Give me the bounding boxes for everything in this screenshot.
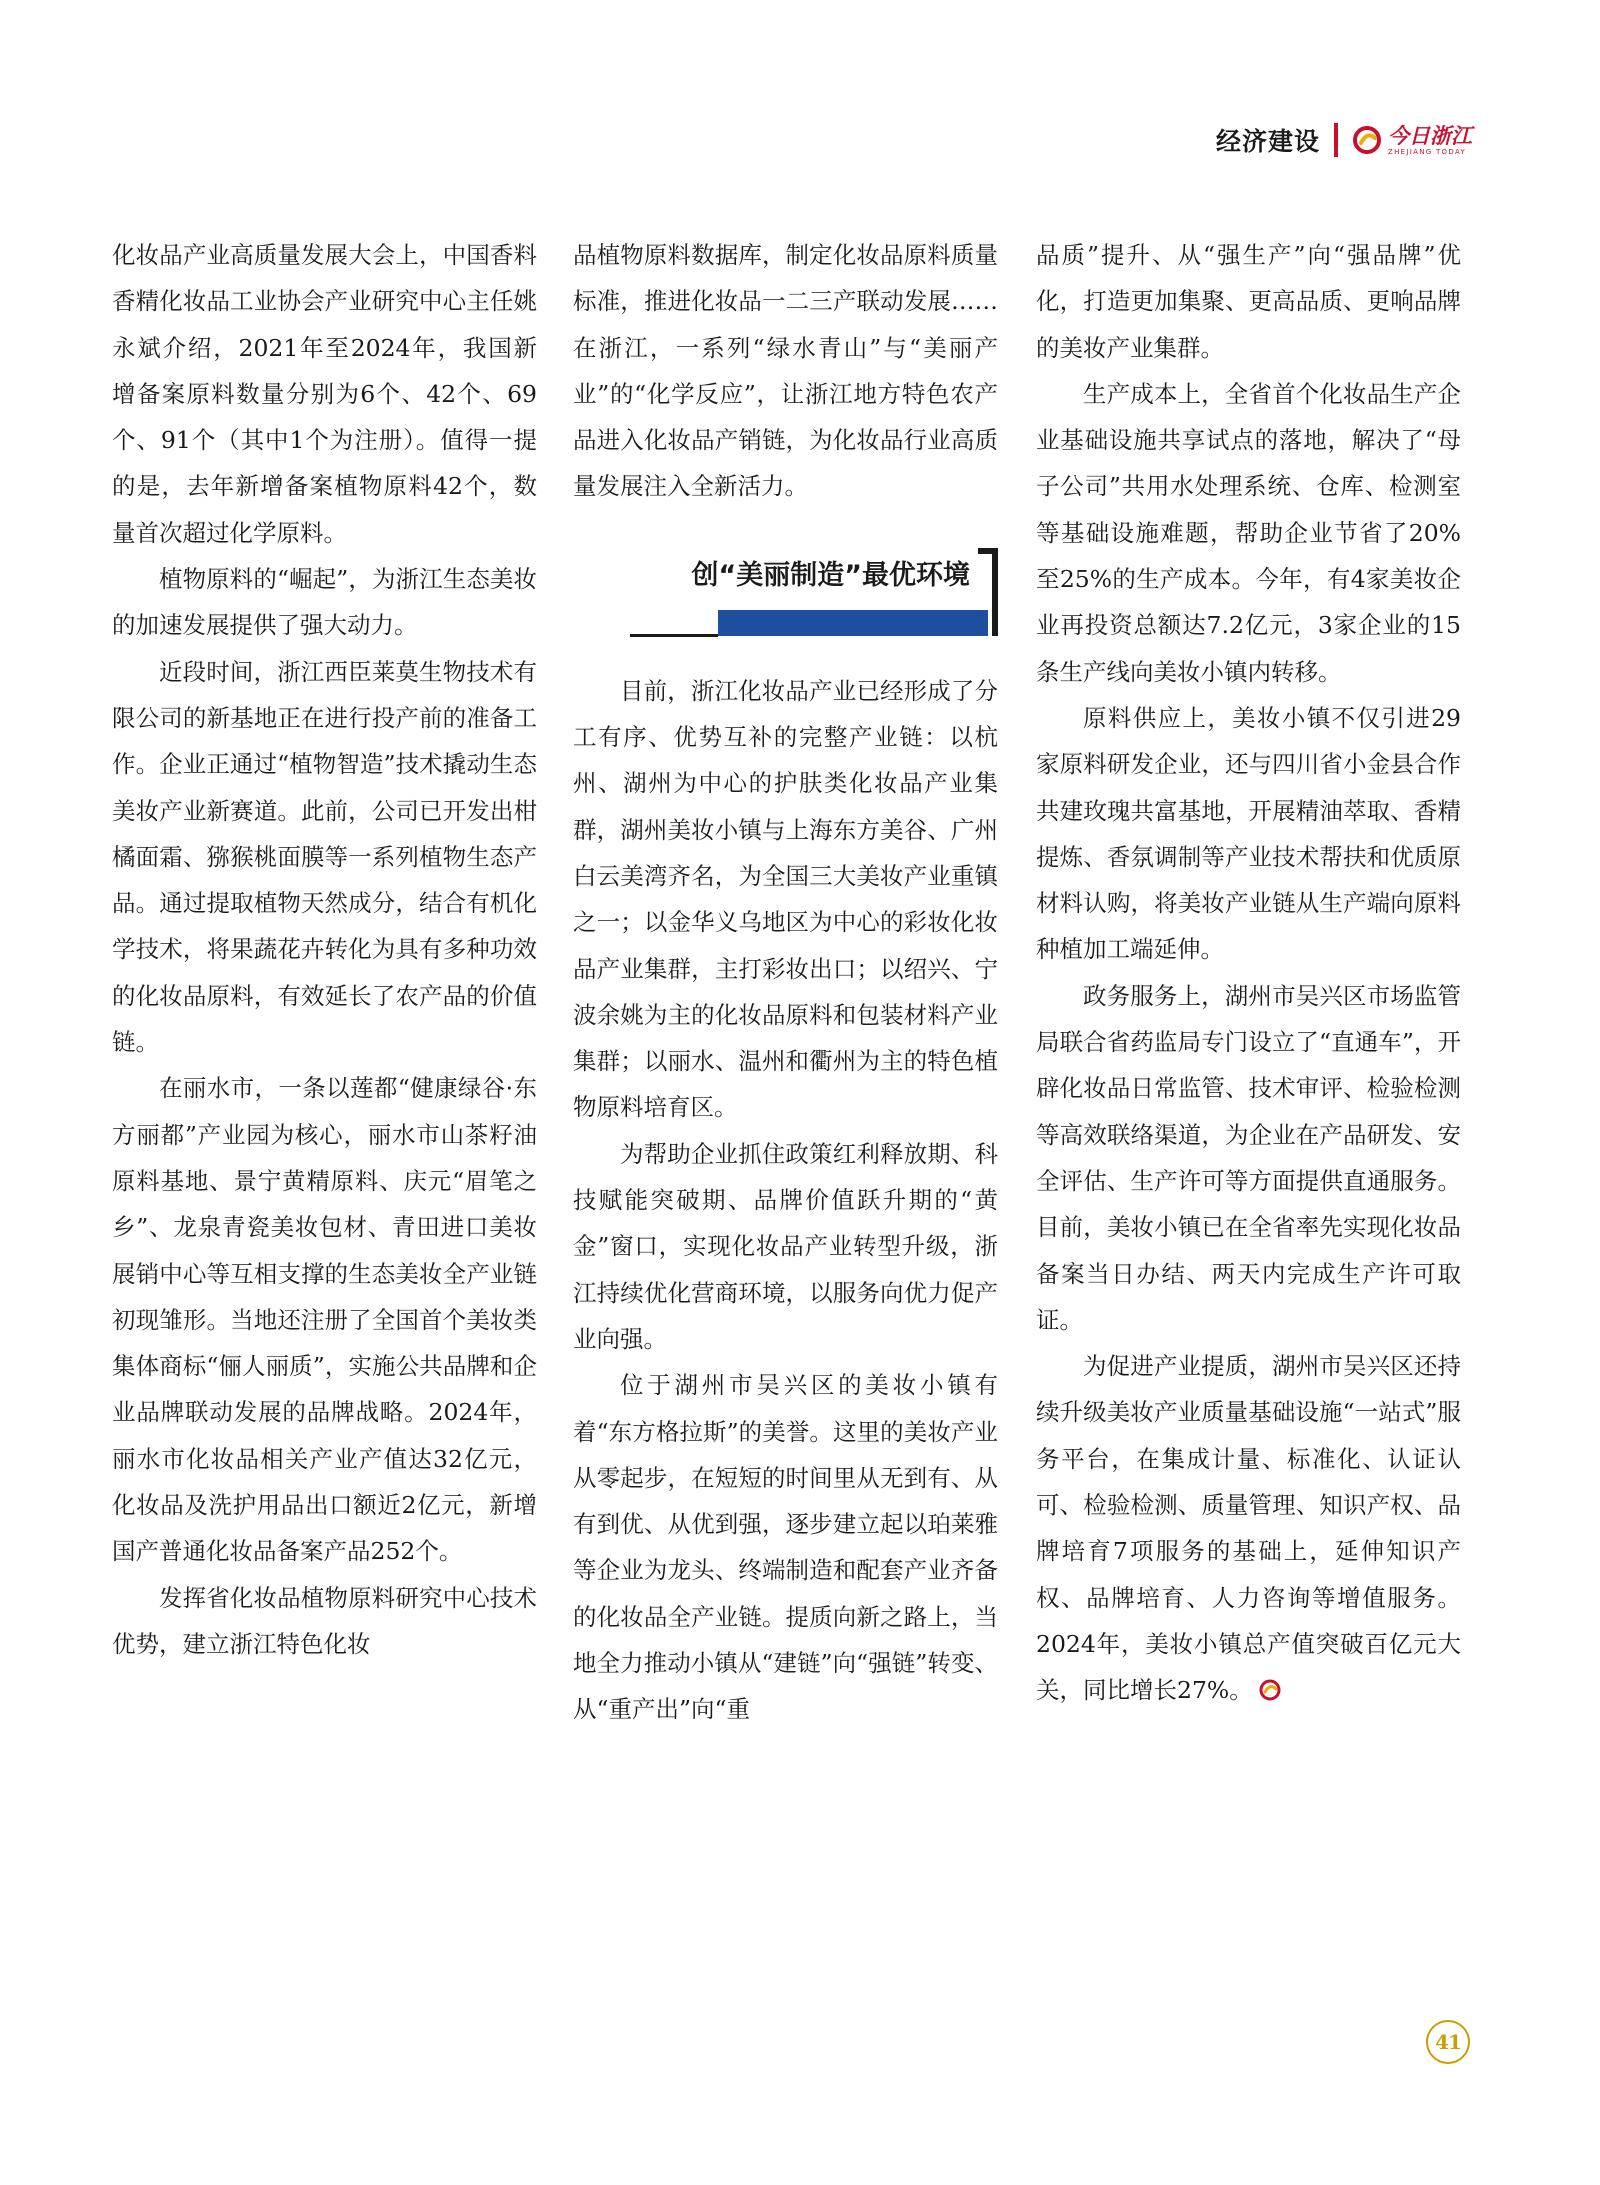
paragraph: 品质”提升、从“强生产”向“强品牌”优化，打造更加集聚、更高品质、更响品牌的美妆产业集群。 — [1036, 241, 1461, 362]
page-header — [1216, 116, 1472, 164]
section-heading — [573, 548, 998, 660]
section-heading-text: 创“美丽制造”最优环境 — [691, 559, 970, 591]
paragraph: 目前，浙江化妆品产业已经形成了分工有序、优势互补的完整产业链：以杭州、湖州为中心的护肤类化妆品产业集群，湖州美妆小镇与上海东方美谷、广州白云美湾齐名，为全国三大美妆产业重镇之一；以金华义乌地区为中心的彩妆化妆品产业集群，主打彩妆出口；以绍兴、宁波余姚为主的化妆品原料和包装材料产业集群；以丽水、温州和衢州为主的特色植物原料培育区。 — [573, 676, 998, 1122]
paragraph: 在丽水市，一条以莲都“健康绿谷·东方丽都”产业园为核心，丽水市山茶籽油原料基地、景宁黄精原料、庆元“眉笔之乡”、龙泉青瓷美妆包材、青田进口美妆展销中心等互相支撑的生态美妆全产业链初现雏形。当地还注册了全国首个美妆类集体商标“俪人丽质”，实施公共品牌和企业品牌联动发展的品牌战略。2024年，丽水市化妆品相关产业产值达32亿元，化妆品及洗护用品出口额近2亿元，新增国产普通化妆品备案产品252个。 — [112, 1074, 537, 1566]
heading-bracket — [992, 548, 998, 636]
paragraph: 发挥省化妆品植物原料研究中心技术优势，建立浙江特色化妆 — [112, 1583, 537, 1658]
paragraph: 植物原料的“崛起”，为浙江生态美妆的加速发展提供了强大动力。 — [112, 565, 537, 640]
paragraph: 政务服务上，湖州市吴兴区市场监管局联合省药监局专门设立了“直通车”，开辟化妆品日常监管、技术审评、检验检测等高效联络渠道，为企业在产品研发、安全评估、生产许可等方面提供直通服务。目前，美妆小镇已在全省率先实现化妆品备案当日办结、两天内完成生产许可取证。 — [1036, 981, 1461, 1334]
logo-swirl-icon — [1352, 125, 1382, 155]
paragraph: 化妆品产业高质量发展大会上，中国香料香精化妆品工业协会产业研究中心主任姚永斌介绍，2021年至2024年，我国新增备案原料数量分别为6个、42个、69个、91个（其中1个为注册）。值得一提的是，去年新增备案植物原料42个，数量首次超过化学原料。 — [112, 241, 537, 547]
heading-bar — [718, 610, 988, 636]
magazine-logo — [1352, 122, 1472, 156]
logo-chinese-name: 今日浙江 — [1388, 122, 1472, 148]
article-column-1 — [112, 232, 537, 1667]
last-paragraph — [1036, 1343, 1461, 1713]
end-mark-icon — [1259, 1679, 1281, 1701]
section-name: 经济建设 — [1215, 127, 1320, 156]
article-column-2 — [573, 232, 998, 1733]
paragraph-text: 为促进产业提质，湖州市吴兴区还持续升级美妆产业质量基础设施“一站式”服务平台，在集成计量、标准化、认证认可、检验检测、质量管理、知识产权、品牌培育7项服务的基础上，延伸知识产权、品牌培育、人力咨询等增值服务。2024年，美妆小镇总产值突破百亿元大关，同比增长27%。 — [1036, 1352, 1461, 1705]
page-number: 41 — [1426, 2020, 1470, 2064]
paragraph: 原料供应上，美妆小镇不仅引进29家原料研发企业，还与四川省小金县合作共建玫瑰共富基地，开展精油萃取、香精提炼、香氛调制等产业技术帮扶和优质原材料认购，将美妆产业链从生产端向原料种植加工端延伸。 — [1036, 703, 1461, 964]
paragraph: 生产成本上，全省首个化妆品生产企业基础设施共享试点的落地，解决了“母子公司”共用水处理系统、仓库、检测室等基础设施难题，帮助企业节省了20%至25%的生产成本。今年，有4家美妆企业再投资总额达7.2亿元，3家企业的15条生产线向美妆小镇内转移。 — [1036, 379, 1461, 686]
heading-bracket-top — [978, 548, 998, 554]
heading-rule — [630, 634, 718, 637]
paragraph: 位于湖州市吴兴区的美妆小镇有着“东方格拉斯”的美誉。这里的美妆产业从零起步，在短短的时间里从无到有、从有到优、从优到强，逐步建立起以珀莱雅等企业为龙头、终端制造和配套产业齐备的化妆品全产业链。提质向新之路上，当地全力推动小镇从“建链”向“强链”转变、从“重产出”向“重 — [573, 1371, 998, 1724]
header-separator — [1334, 123, 1338, 157]
logo-english-name: ZHEJIANG TODAY — [1388, 147, 1467, 156]
paragraph: 为帮助企业抓住政策红利释放期、科技赋能突破期、品牌价值跃升期的“黄金”窗口，实现化妆品产业转型升级，浙江持续优化营商环境，以服务向优力促产业向强。 — [573, 1139, 998, 1353]
article-column-3 — [1036, 232, 1461, 1714]
paragraph: 近段时间，浙江西臣莱莫生物技术有限公司的新基地正在进行投产前的准备工作。企业正通过“植物智造”技术撬动生态美妆产业新赛道。此前，公司已开发出柑橘面霜、猕猴桃面膜等一系列植物生态产品。通过提取植物天然成分，结合有机化学技术，将果蔬花卉转化为具有多种功效的化妆品原料，有效延长了农产品的价值链。 — [112, 657, 537, 1057]
paragraph: 品植物原料数据库，制定化妆品原料质量标准，推进化妆品一二三产联动发展……在浙江，一系列“绿水青山”与“美丽产业”的“化学反应”，让浙江地方特色农产品进入化妆品产销链，为化妆品行业高质量发展注入全新活力。 — [573, 241, 998, 501]
